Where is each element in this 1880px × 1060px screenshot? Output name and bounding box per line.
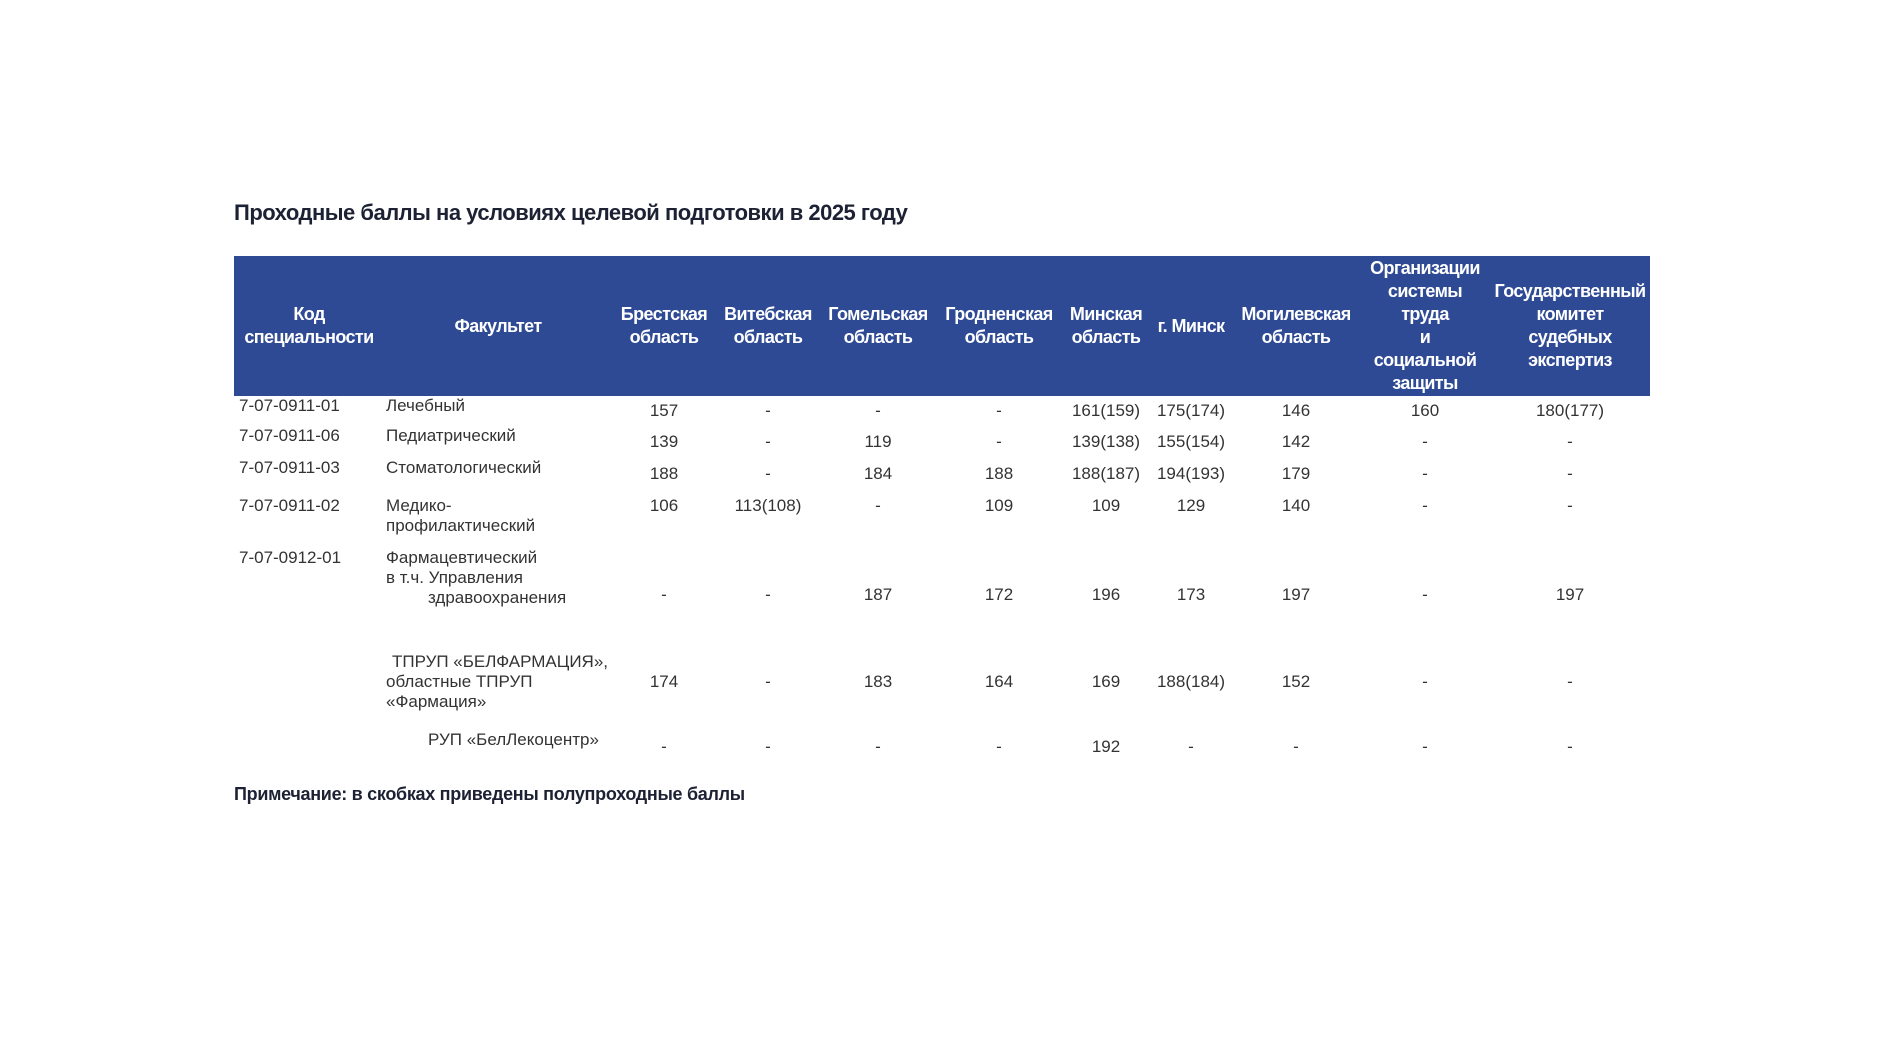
score-cell: -: [1293, 737, 1299, 756]
header-mogilev: Могилевская область: [1232, 256, 1360, 396]
specialty-code: 7-07-0911-03: [239, 458, 340, 477]
header-brest: Брестская область: [612, 256, 716, 396]
score-cell: -: [1567, 432, 1573, 451]
score-cell: 129: [1176, 496, 1206, 515]
header-minsk-region: Минская область: [1062, 256, 1150, 396]
score-cell: 109: [984, 496, 1014, 515]
score-cell: -: [765, 401, 771, 420]
specialty-code: 7-07-0911-01: [239, 396, 340, 415]
score-cell: 161(159): [1071, 401, 1141, 420]
faculty-name: ТПРУП «БЕЛФАРМАЦИЯ», областные ТПРУП «Фармация»: [386, 652, 609, 711]
score-cell: 109: [1091, 496, 1121, 515]
score-cell: -: [1422, 464, 1428, 483]
score-cell: -: [1188, 737, 1194, 756]
score-cell: 106: [649, 496, 679, 515]
score-cell: -: [661, 737, 667, 756]
score-cell: 172: [984, 585, 1014, 604]
header-gomel: Гомельская область: [820, 256, 936, 396]
specialty-code: 7-07-0911-06: [239, 426, 340, 445]
score-cell: 119: [864, 432, 892, 451]
score-cell: -: [875, 496, 881, 515]
passing-scores-table: [234, 256, 1650, 782]
score-cell: -: [996, 432, 1002, 451]
score-cell: 174: [649, 672, 679, 691]
score-cell: 188(184): [1156, 672, 1226, 691]
score-cell: -: [1422, 432, 1428, 451]
score-cell: -: [765, 432, 771, 451]
header-faculty: Факультет: [384, 256, 612, 396]
score-cell: -: [1422, 737, 1428, 756]
score-cell: 196: [1091, 585, 1121, 604]
score-cell: -: [875, 737, 881, 756]
score-cell: -: [1422, 496, 1428, 515]
header-minsk-city: г. Минск: [1150, 256, 1232, 396]
score-cell: -: [1567, 496, 1573, 515]
score-cell: 187: [863, 585, 893, 604]
score-cell: 188: [984, 464, 1014, 483]
score-cell: 173: [1176, 585, 1206, 604]
faculty-name: Медико- профилактический: [386, 496, 536, 535]
score-cell: 157: [649, 401, 679, 420]
score-cell: 188(187): [1071, 464, 1141, 483]
table-row: [234, 490, 1650, 538]
score-cell: 142: [1281, 432, 1311, 451]
header-code: Код специальности: [234, 256, 384, 396]
specialty-code: 7-07-0912-01: [239, 548, 342, 567]
faculty-name: Фармацевтический в т.ч. Управления здравоохранения: [386, 548, 567, 607]
faculty-name: Лечебный: [386, 396, 466, 415]
header-grodno: Гродненская область: [936, 256, 1062, 396]
score-cell: 194(193): [1156, 464, 1226, 483]
score-cell: -: [765, 672, 771, 691]
score-cell: -: [765, 585, 771, 604]
score-cell: -: [996, 737, 1002, 756]
score-cell: 139: [649, 432, 679, 451]
table-row: [234, 712, 1650, 782]
score-cell: 155(154): [1156, 432, 1226, 451]
table-row: [234, 396, 1650, 426]
page-title: Проходные баллы на условиях целевой подготовки в 2025 году: [234, 200, 908, 225]
table-row: [234, 426, 1650, 458]
table-row: [234, 652, 1650, 712]
score-cell: -: [661, 585, 667, 604]
table-row: [234, 458, 1650, 490]
score-cell: -: [1422, 672, 1428, 691]
score-cell: 152: [1281, 672, 1311, 691]
table-body: [234, 396, 1650, 782]
score-cell: 113(108): [734, 496, 802, 515]
score-cell: 183: [863, 672, 893, 691]
score-cell: -: [1567, 464, 1573, 483]
faculty-name: Педиатрический: [386, 426, 516, 445]
specialty-code: [234, 652, 384, 712]
score-cell: -: [765, 737, 771, 756]
score-cell: -: [1567, 737, 1573, 756]
score-cell: 197: [1281, 585, 1311, 604]
score-cell: 188: [649, 464, 679, 483]
header-labor-organizations: Организации системы труда и социальной защиты: [1360, 256, 1490, 396]
faculty-name: РУП «БелЛекоцентр»: [428, 730, 599, 749]
score-cell: -: [1422, 585, 1428, 604]
score-cell: 192: [1091, 737, 1121, 756]
score-cell: 179: [1281, 464, 1311, 483]
score-cell: 197: [1555, 585, 1585, 604]
header-forensic-committee: Государственный комитет судебных экспертиз: [1490, 256, 1650, 396]
table-row: [234, 538, 1650, 652]
faculty-name: Стоматологический: [386, 458, 542, 477]
score-cell: 180(177): [1535, 401, 1605, 420]
score-cell: 160: [1410, 401, 1440, 420]
score-cell: 184: [863, 464, 893, 483]
score-cell: 146: [1281, 401, 1311, 420]
score-cell: 169: [1091, 672, 1121, 691]
specialty-code: [234, 712, 384, 782]
table-header: [234, 256, 1650, 396]
score-cell: 164: [984, 672, 1014, 691]
score-cell: -: [875, 401, 881, 420]
score-cell: 139(138): [1071, 432, 1141, 451]
score-cell: -: [996, 401, 1002, 420]
score-cell: -: [1567, 672, 1573, 691]
score-cell: 175(174): [1156, 401, 1226, 420]
score-cell: 140: [1281, 496, 1311, 515]
specialty-code: 7-07-0911-02: [239, 496, 340, 515]
score-cell: -: [765, 464, 771, 483]
header-vitebsk: Витебская область: [716, 256, 820, 396]
footnote: Примечание: в скобках приведены полупроходные баллы: [234, 784, 745, 804]
